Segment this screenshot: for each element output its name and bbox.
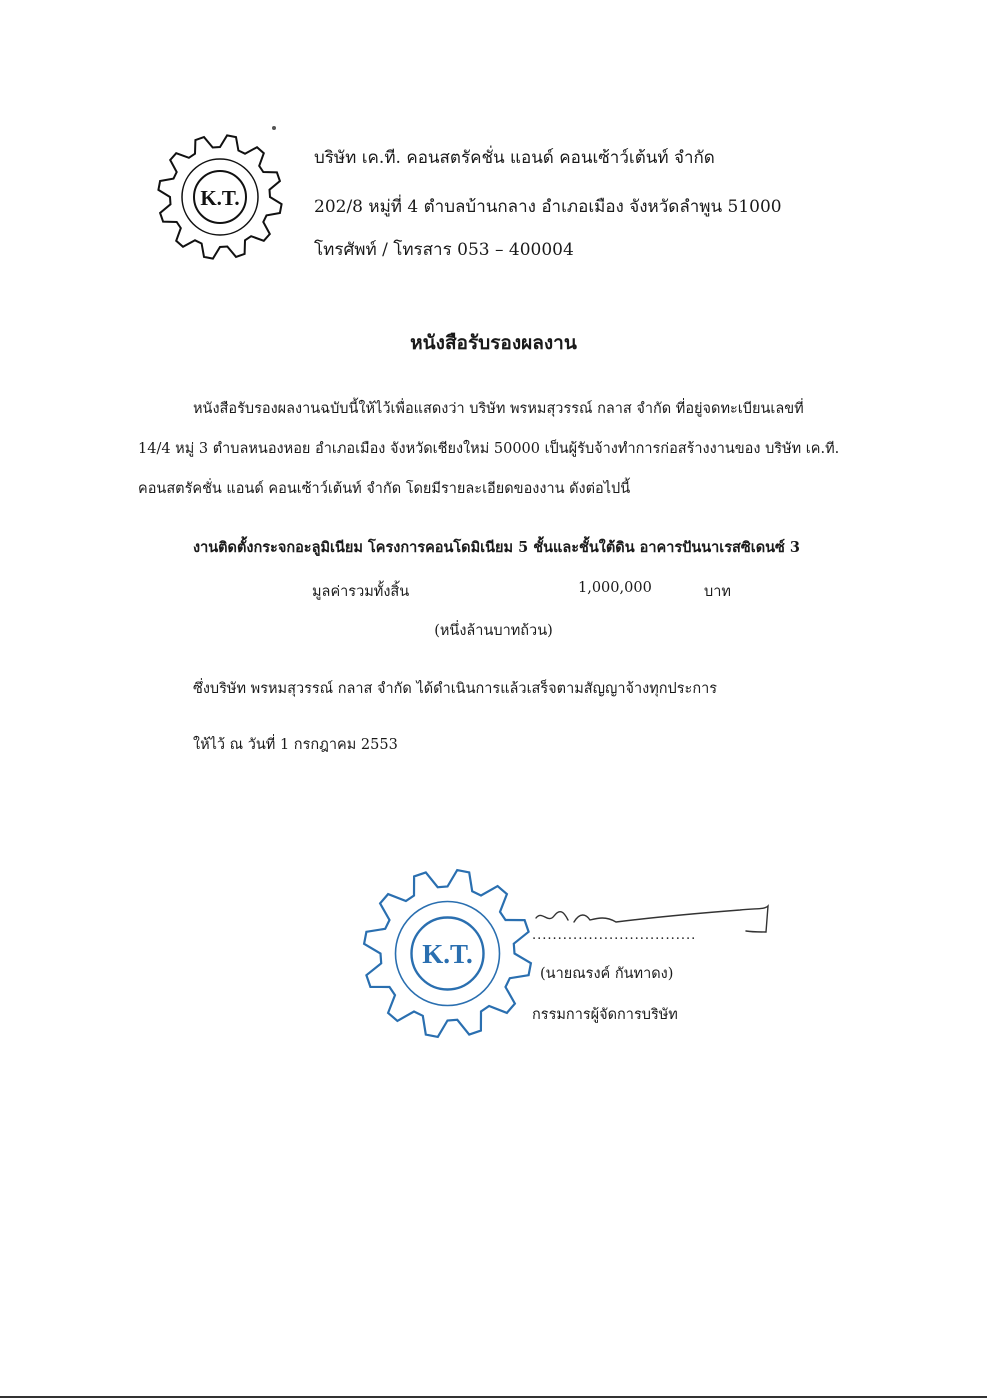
stamp-text: K.T. — [422, 939, 473, 969]
work-item: งานติดตั้งกระจกอะลูมิเนียม โครงการคอนโดมิเนียม 5 ชั้นและชั้นใต้ดิน อาคารปันนาเรสซิเดนซ์ 3 — [193, 539, 801, 556]
currency-label: บาท — [704, 584, 731, 600]
company-name: บริษัท เค.ที. คอนสตรัคชั่น แอนด์ คอนเซ้าว์เต้นท์ จำกัด — [314, 148, 715, 168]
bottom-border — [0, 1396, 987, 1398]
company-address: 202/8 หมู่ที่ 4 ตำบลบ้านกลาง อำเภอเมือง จังหวัดลำพูน 51000 — [314, 197, 782, 217]
total-value: 1,000,000 — [578, 580, 652, 596]
logo-text: K.T. — [200, 186, 240, 210]
document-title: หนังสือรับรองผลงาน — [410, 332, 577, 354]
company-logo — [155, 132, 285, 262]
company-stamp — [360, 866, 535, 1041]
amount-in-words: (หนึ่งล้านบาทถ้วน) — [434, 623, 553, 639]
company-phone: โทรศัพท์ / โทรสาร 053 – 400004 — [314, 240, 574, 260]
signatory-position: กรรมการผู้จัดการบริษัท — [532, 1007, 678, 1023]
signatory-name: (นายณรงค์ กันทาดง) — [540, 966, 674, 982]
total-label: มูลค่ารวมทั้งสิ้น — [312, 584, 410, 600]
scan-mark — [272, 126, 276, 130]
completion-statement: ซึ่งบริษัท พรหมสุวรรณ์ กลาส จำกัด ได้ดำเนินการแล้วเสร็จตามสัญญาจ้างทุกประการ — [193, 681, 718, 697]
signature-line: ................................ — [532, 928, 697, 943]
body-line-2: 14/4 หมู่ 3 ตำบลหนองหอย อำเภอเมือง จังหวัดเชียงใหม่ 50000 เป็นผู้รับจ้างทำการก่อสร้างงานของ บริษัท เค.ที. — [138, 441, 840, 457]
body-line-1: หนังสือรับรองผลงานฉบับนี้ให้ไว้เพื่อแสดงว่า บริษัท พรหมสุวรรณ์ กลาส จำกัด ที่อยู่จดทะเบียนเลขที่ — [193, 401, 804, 417]
body-line-3: คอนสตรัคชั่น แอนด์ คอนเซ้าว์เต้นท์ จำกัด โดยมีรายละเอียดของงาน ดังต่อไปนี้ — [138, 481, 631, 497]
issue-date: ให้ไว้ ณ วันที่ 1 กรกฎาคม 2553 — [193, 737, 398, 753]
